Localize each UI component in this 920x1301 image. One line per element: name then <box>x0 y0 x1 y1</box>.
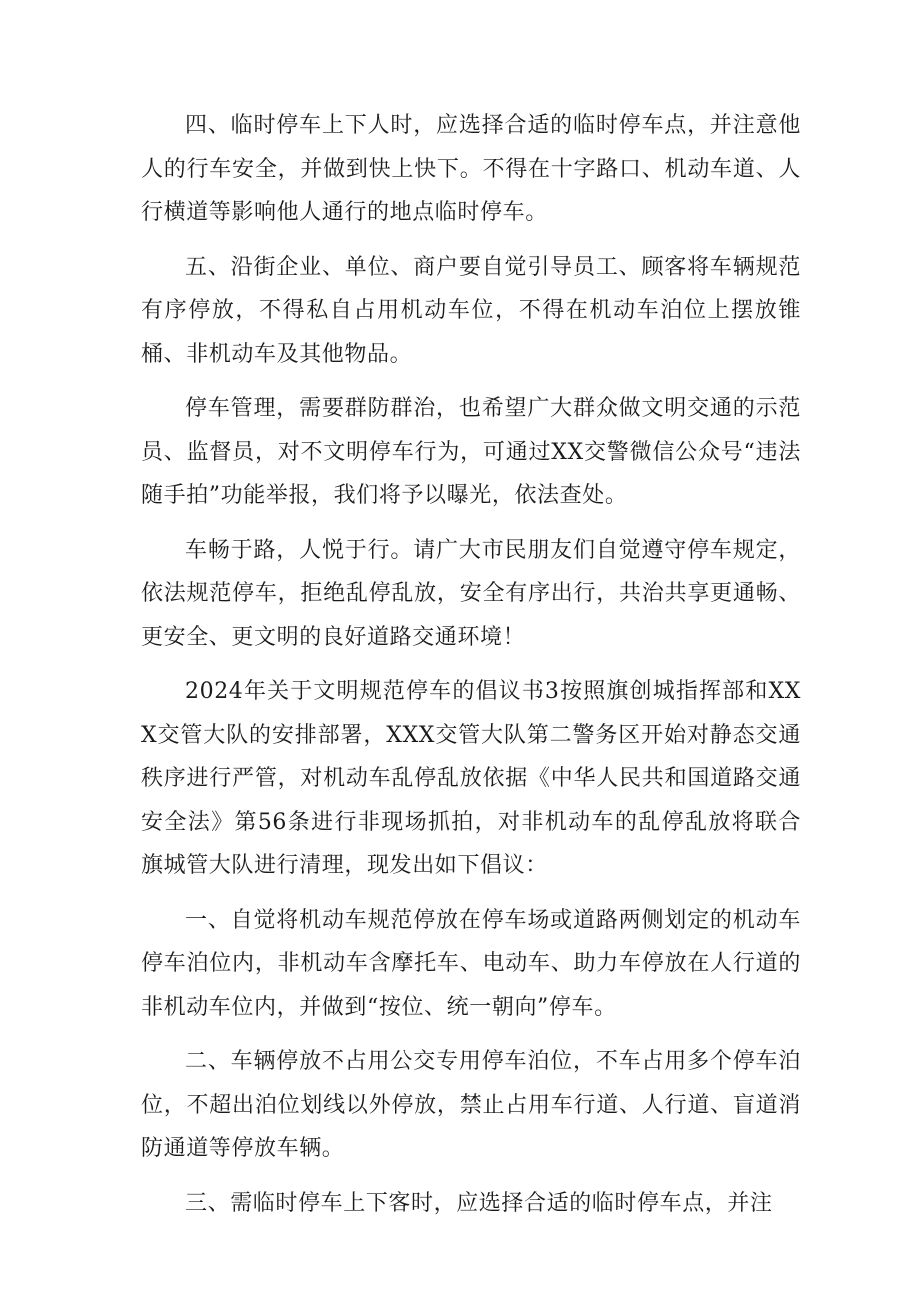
paragraph-item-5-businesses: 五、沿街企业、单位、商户要自觉引导员工、顾客将车辆规范有序停放，不得私自占用机动车位，不得在机动车泊位上摆放锥桶、非机动车及其他物品。 <box>141 254 801 367</box>
paragraph-item-4-temporary-stop: 四、临时停车上下人时，应选择合适的临时停车点，并注意他人的行车安全，并做到快上快下。不得在十字路口、机动车道、人行横道等影响他人通行的地点临时停车。 <box>141 113 801 225</box>
paragraph-proposal-3-intro: 2024年关于文明规范停车的倡议书3按照旗创城指挥部和XXX交管大队的安排部署，XXX交管大队第二警务区开始对静态交通秩序进行严管，对机动车乱停乱放依据《中华人民共和国道路交通安全法》第56条进行非现场抓拍，对非机动车的乱停乱放将联合旗城管大队进行清理，现发出如下倡议： <box>141 679 801 878</box>
paragraph-closing-appeal: 车畅于路，人悦于行。请广大市民朋友们自觉遵守停车规定，依法规范停车，拒绝乱停乱放，安全有序出行，共治共享更通畅、更安全、更文明的良好道路交通环境！ <box>141 537 801 650</box>
paragraph-item-3-temporary-pickup: 三、需临时停车上下客时，应选择合适的临时停车点，并注 <box>185 1190 773 1216</box>
document-body <box>141 104 801 1236</box>
paragraph-item-1-parking-spots: 一、自觉将机动车规范停放在停车场或道路两侧划定的机动车停车泊位内，非机动车含摩托车、电动车、助力车停放在人行道的非机动车位内，并做到“按位、统一朝向”停车。 <box>141 907 801 1020</box>
paragraph-parking-management: 停车管理，需要群防群治，也希望广大群众做文明交通的示范员、监督员，对不文明停车行为，可通过XX交警微信公众号“违法随手拍”功能举报，我们将予以曝光，依法查处。 <box>141 396 801 508</box>
paragraph-item-2-no-bus-lanes: 二、车辆停放不占用公交专用停车泊位，不车占用多个停车泊位，不超出泊位划线以外停放，禁止占用车行道、人行道、盲道消防通道等停放车辆。 <box>141 1049 801 1161</box>
